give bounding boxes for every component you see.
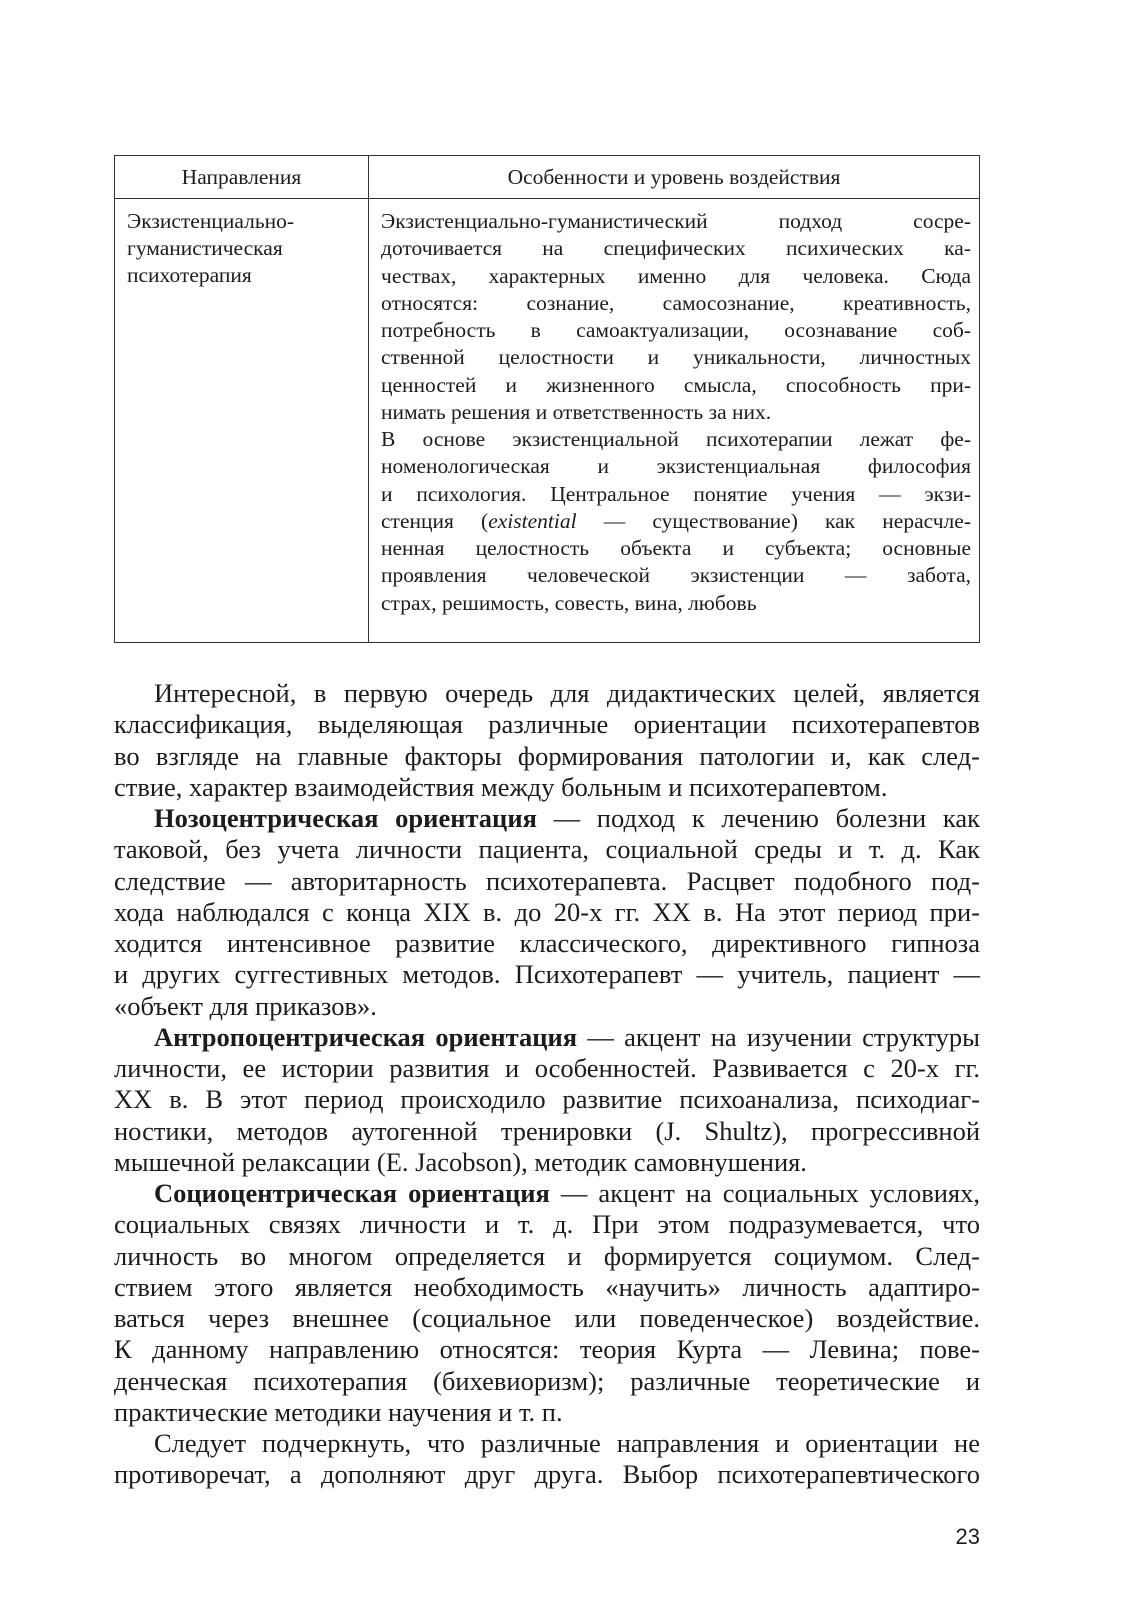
text-run: — подход к лечению болезни как [536, 803, 980, 833]
text-line: и других суггестивных методов. Психотерапевт — учитель, пациент — [114, 959, 980, 990]
text-line: Интересной, в первую очередь для дидактических целей, является [154, 678, 980, 708]
text-line: ходится интенсивное развитие классического, директивного гипноза [114, 928, 980, 958]
text-run: — акцент на изучении структуры [577, 1021, 980, 1052]
cell-line: чествах, характерных именно для человека. Сюда [381, 263, 971, 288]
text-line: К данному направлению относятся: теория Курта — Левина; пове- [114, 1334, 980, 1365]
cell-line: ценностей и жизненного смысла, способность при- [381, 372, 971, 397]
text-line: ностики, методов аутогенной тренировки (J. Shultz), прогрессивной [114, 1115, 980, 1146]
text-line: личности, ее истории развития и особенностей. Развивается с 20-х гг. [114, 1053, 980, 1083]
text-line [114, 803, 980, 834]
cell-line: и психология. Центральное понятие учения — экзи- [381, 481, 971, 506]
cell-italic-term: existential [488, 508, 577, 533]
text-line: хода наблюдался с конца XIX в. до 20-х гг. XX в. На этот период при- [114, 896, 980, 927]
table-cell-direction [127, 208, 363, 289]
text-line: XX в. В этот период происходило развитие психоанализа, психодиаг- [114, 1084, 980, 1115]
text-line: практические методики научения и т. п. [114, 1396, 563, 1427]
text-line: ствием этого является необходимость «научить» личность адаптиро- [114, 1271, 980, 1302]
text-line: денческая психотерапия (бихевиоризм); различные теоретические и [114, 1365, 980, 1396]
text-line [114, 1178, 980, 1209]
text-line [114, 1022, 980, 1053]
cell-line: ственной целостности и уникальности, личностных [381, 345, 971, 370]
page-number: 23 [955, 1524, 980, 1549]
cell-line: проявления человеческой экзистенции — забота, [381, 563, 971, 588]
body-text [114, 678, 980, 1491]
text-line: ваться через внешнее (социальное или поведенческое) воздействие. [114, 1303, 980, 1333]
classification-table [114, 155, 980, 643]
text-line: ствие, характер взаимодействия между больным и психотерапевтом. [114, 771, 888, 802]
cell-line: психотерапия [127, 263, 252, 287]
text-line: мышечной релаксации (E. Jacobson), методик самовнушения. [114, 1146, 807, 1177]
cell-line: В основе экзистенциальной психотерапии лежат фе- [381, 427, 971, 451]
text-line: таковой, без учета личности пациента, социальной среды и т. д. Как [114, 834, 980, 865]
cell-text: стенция ( [381, 508, 489, 533]
text-line: Следует подчеркнуть, что различные направления и ориентации не [154, 1428, 980, 1458]
text-line: личность во многом определяется и формируется социумом. След- [114, 1240, 980, 1271]
text-line: классификация, выделяющая различные ориентации психотерапевтов [114, 709, 980, 740]
text-run: — акцент на социальных условиях, [549, 1178, 980, 1208]
cell-line: доточивается на специфических психических ка- [381, 236, 971, 261]
table-column-divider [368, 156, 369, 642]
text-line: следствие — авторитарность психотерапевта. Расцвет подобного под- [114, 865, 980, 896]
cell-line: Экзистенциально- [127, 209, 295, 233]
cell-line: относятся: сознание, самосознание, креативность, [381, 290, 971, 315]
cell-line: гуманистическая [127, 236, 283, 260]
table-header-directions: Направления [181, 165, 302, 189]
cell-line: ненная целостность объекта и субъекта; основные [381, 536, 971, 560]
text-line: во взгляде на главные факторы формирования патологии и, как след- [114, 740, 980, 771]
cell-line [381, 508, 971, 535]
text-line: противоречат, а дополняют друг друга. Выбор психотерапевтического [114, 1459, 980, 1490]
text-line: «объект для приказов». [114, 990, 377, 1021]
table-header-features: Особенности и уровень воздействия [507, 165, 841, 189]
cell-line: номенологическая и экзистенциальная философия [381, 454, 971, 479]
term-anthropocentric: Антропоцентрическая ориентация [154, 1021, 578, 1052]
cell-line: Экзистенциально-гуманистический подход сосре- [381, 209, 971, 233]
term-nosocentric: Нозоцентрическая ориентация [154, 803, 537, 833]
cell-line: нимать решения и ответственность за них. [381, 399, 772, 424]
cell-line: страх, решимость, совесть, вина, любовь [381, 590, 757, 615]
cell-text: — существование) как нерасчле- [576, 508, 971, 533]
term-sociocentric: Социоцентрическая ориентация [154, 1178, 550, 1208]
cell-line: потребность в самоактуализации, осознавание соб- [381, 318, 971, 342]
table-cell-description [381, 208, 971, 617]
text-line: социальных связях личности и т. д. При этом подразумевается, что [114, 1209, 980, 1240]
table-header-divider [115, 198, 979, 199]
